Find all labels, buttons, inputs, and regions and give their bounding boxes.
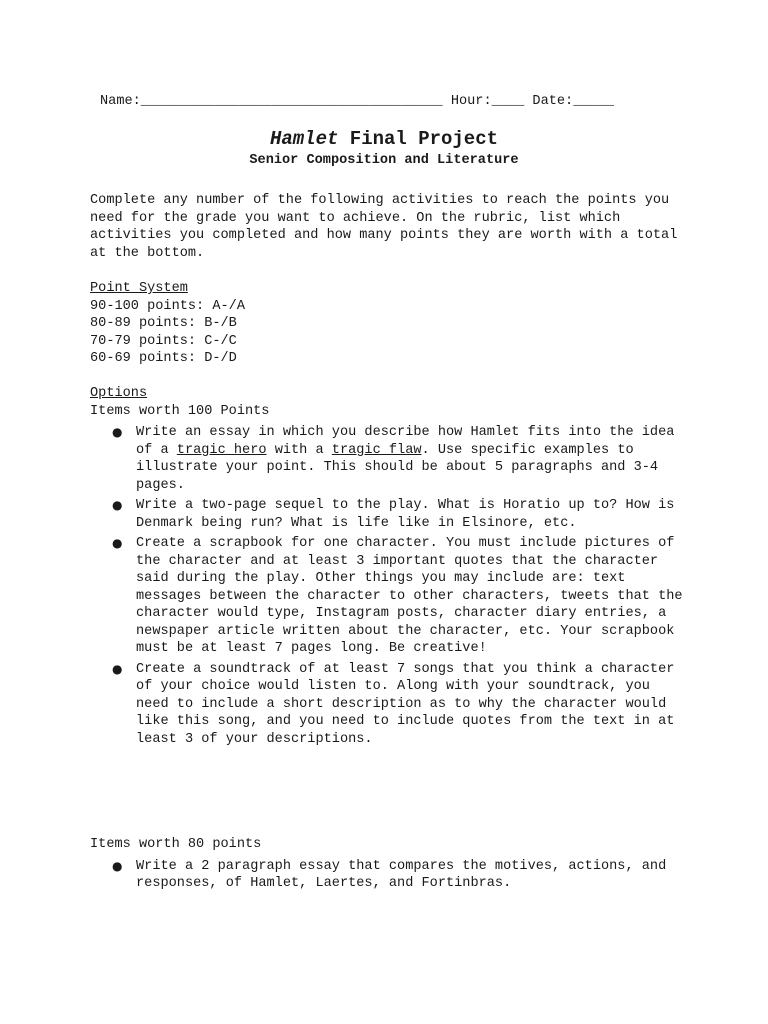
group-80-list <box>90 858 690 893</box>
grade-line-d: 60-69 points: D-/D <box>90 351 237 366</box>
name-label: Name: <box>100 94 141 109</box>
point-system-heading: Point System <box>90 281 188 296</box>
group-80-section <box>90 836 690 896</box>
bullet-icon: ● <box>112 498 123 512</box>
grade-line-c: 70-79 points: C-/C <box>90 333 237 349</box>
title-rest: Final Project <box>338 128 499 150</box>
list-item <box>90 858 690 893</box>
bullet-icon: ● <box>112 536 123 550</box>
intro-paragraph <box>90 192 690 262</box>
grade-line-a: 90-100 points: A-/A <box>90 298 245 314</box>
date-blank: _____ <box>573 94 615 109</box>
tragic-flaw-term: tragic flaw <box>331 442 422 458</box>
grade-line-b: 80-89 points: B-/B <box>90 316 237 331</box>
item-text: Write a two-page sequel to the play. What is Horatio up to? How is Denmark being run? What is life like in Elsinore, etc. <box>136 498 675 531</box>
bullet-icon: ● <box>112 661 123 676</box>
list-item <box>90 535 690 658</box>
document-subtitle: Senior Composition and Literature <box>249 153 519 168</box>
group-80-heading: Items worth 80 points <box>90 837 262 852</box>
hour-label: Hour: <box>450 94 492 109</box>
item-text: Create a scrapbook for one character. You must include pictures of the character and at least 3 important quotes that the character said during the play. Other things you may include are: text messages between the character to other characters, tweets that the character would type, Instagram posts, character diary entries, a newspaper article written about the character, etc. Your scrapbook must be at least 7 pages long. Be creative! <box>136 536 683 656</box>
name-blank: _____________________________________ <box>140 94 443 109</box>
document-title <box>0 127 768 151</box>
list-item <box>90 497 690 532</box>
bullet-icon: ● <box>112 425 123 439</box>
group-100-list <box>90 424 690 748</box>
options-heading: Options <box>90 386 148 401</box>
item-text: Write an essay in which you describe how Hamlet fits into the idea of a <box>136 425 675 458</box>
title-italic: Hamlet <box>269 128 339 150</box>
student-info-line <box>100 93 700 111</box>
item-text: . Use specific examples to illustrate your point. This should be about 5 paragraphs and 3-4 pages. <box>136 442 659 493</box>
intro-text: Complete any number of the following activities to reach the points you need for the grade you want to achieve. On the rubric, list which activities you completed and how many points they are worth with a total at the bottom. <box>90 193 678 261</box>
date-label: Date: <box>532 94 574 109</box>
group-100-heading: Items worth 100 Points <box>90 403 270 419</box>
item-text: Create a soundtrack of at least 7 songs that you think a character of your choice would listen to. Along with your soundtrack, you need to include a short description as to why the character would like this song, and you need to include quotes from the text in at least 3 of your descriptions. <box>136 661 675 747</box>
item-text: with a <box>266 442 332 458</box>
options-section <box>90 385 690 751</box>
hour-blank: ____ <box>491 94 525 109</box>
point-system-section <box>90 280 690 368</box>
list-item <box>90 424 690 494</box>
list-item <box>90 661 690 749</box>
bullet-icon: ● <box>112 858 123 873</box>
item-text: Write a 2 paragraph essay that compares the motives, actions, and responses, of Hamlet, Laertes, and Fortinbras. <box>136 858 667 891</box>
tragic-hero-term: tragic hero <box>176 442 267 458</box>
